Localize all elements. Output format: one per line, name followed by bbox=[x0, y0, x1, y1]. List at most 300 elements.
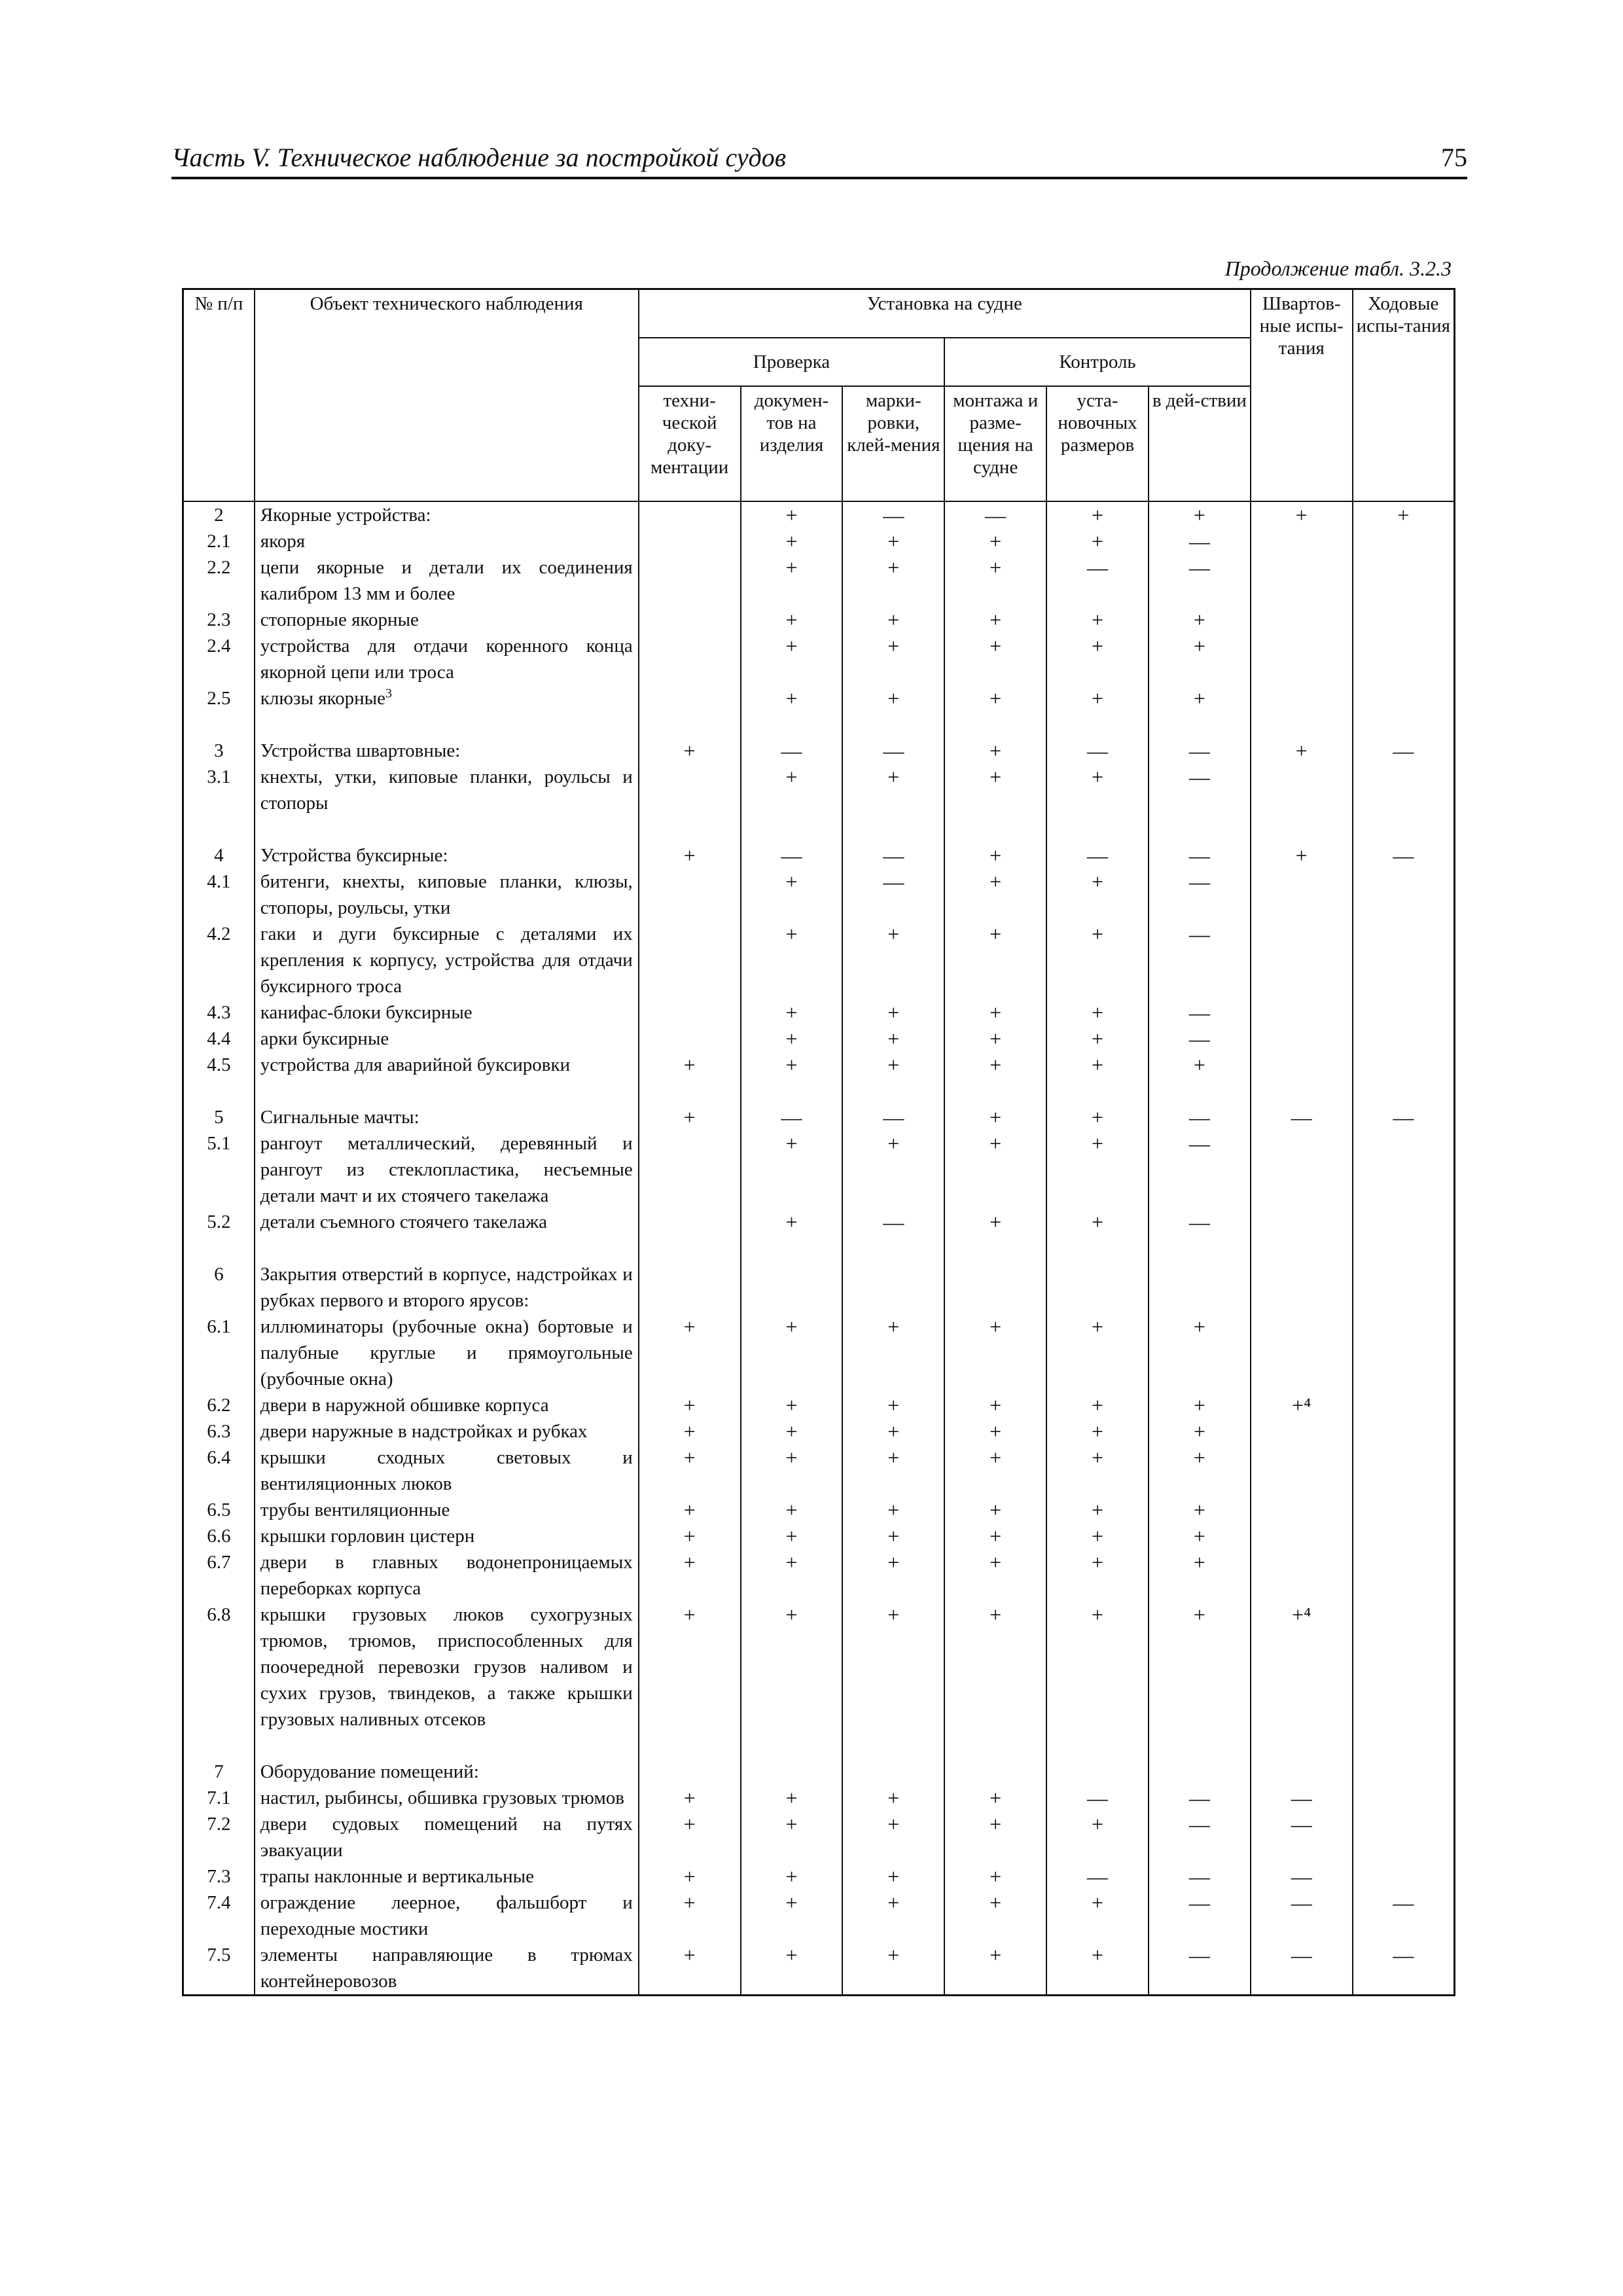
mark-cell bbox=[1251, 554, 1353, 607]
mark-cell bbox=[1353, 528, 1455, 554]
row-number: 7.1 bbox=[183, 1785, 255, 1811]
running-title: Часть V. Техническое наблюдение за постройкой судов bbox=[171, 143, 787, 172]
row-object-text: крышки грузовых люков сухогрузных трюмов, трюмов, приспособленных для поочередной перевозки грузов наливом и сухих грузов, твиндеков, а также крышки грузовых наливных отсеков bbox=[260, 1604, 633, 1730]
spacer-cell bbox=[1046, 711, 1149, 738]
mark-cell: + bbox=[1046, 1549, 1149, 1602]
mark-cell: — bbox=[1149, 999, 1251, 1026]
row-object bbox=[255, 1261, 639, 1314]
spacer-cell bbox=[183, 1732, 255, 1759]
header-tech-docs: техни-ческой доку-ментации bbox=[639, 386, 741, 501]
table-row bbox=[183, 999, 1455, 1026]
mark-cell: + bbox=[842, 1418, 944, 1444]
mark-cell: + bbox=[1046, 1052, 1149, 1078]
mark-cell: — bbox=[1149, 869, 1251, 921]
mark-cell: — bbox=[1251, 1785, 1353, 1811]
mark-cell: — bbox=[741, 1104, 843, 1130]
row-object-text: кнехты, утки, киповые планки, роульсы и стопоры bbox=[260, 766, 633, 814]
row-number: 2.1 bbox=[183, 528, 255, 554]
row-object-text: детали съемного стоячего такелажа bbox=[260, 1211, 548, 1232]
mark-cell: + bbox=[944, 1418, 1046, 1444]
mark-cell bbox=[1149, 1261, 1251, 1314]
mark-cell bbox=[1251, 1209, 1353, 1235]
mark-cell: + bbox=[741, 1523, 843, 1549]
row-number: 4.4 bbox=[183, 1026, 255, 1052]
mark-cell: + bbox=[741, 1130, 843, 1209]
mark-cell: + bbox=[1046, 1130, 1149, 1209]
header-mooring-tests: Швартов-ные испы-тания bbox=[1251, 289, 1353, 502]
row-object bbox=[255, 528, 639, 554]
mark-cell: + bbox=[741, 1026, 843, 1052]
table-row bbox=[183, 1942, 1455, 1996]
mark-cell: + bbox=[741, 501, 843, 528]
table-row bbox=[183, 1863, 1455, 1890]
mark-cell: + bbox=[1046, 1392, 1149, 1418]
spacer-cell bbox=[183, 1235, 255, 1261]
mark-cell: + bbox=[1046, 1811, 1149, 1863]
mark-cell: — bbox=[741, 738, 843, 764]
spacer-cell bbox=[741, 1732, 843, 1759]
table-row bbox=[183, 607, 1455, 633]
page-header bbox=[171, 137, 1467, 179]
page-number: 75 bbox=[1441, 143, 1467, 172]
table-row bbox=[183, 921, 1455, 999]
row-object bbox=[255, 1052, 639, 1078]
spacer-cell bbox=[1046, 1732, 1149, 1759]
row-object bbox=[255, 842, 639, 869]
mark-cell bbox=[1353, 685, 1455, 711]
spacer-cell bbox=[255, 711, 639, 738]
mark-cell bbox=[1251, 1444, 1353, 1497]
mark-cell bbox=[1251, 685, 1353, 711]
row-object-text: битенги, кнехты, киповые планки, клюзы, стопоры, роульсы, утки bbox=[260, 871, 633, 918]
header-object: Объект технического наблюдения bbox=[255, 289, 639, 502]
row-number: 6.5 bbox=[183, 1497, 255, 1523]
row-object-text: якоря bbox=[260, 531, 306, 552]
mark-cell: — bbox=[1353, 738, 1455, 764]
mark-cell bbox=[741, 1261, 843, 1314]
mark-cell: — bbox=[1046, 1785, 1149, 1811]
mark-cell: + bbox=[1251, 842, 1353, 869]
row-number: 6.6 bbox=[183, 1523, 255, 1549]
row-number: 7.2 bbox=[183, 1811, 255, 1863]
row-object bbox=[255, 501, 639, 528]
mark-cell: — bbox=[842, 501, 944, 528]
table-row bbox=[183, 501, 1455, 528]
spacer-cell bbox=[1149, 1235, 1251, 1261]
mark-cell: + bbox=[1046, 685, 1149, 711]
spacer-cell bbox=[639, 711, 741, 738]
mark-cell bbox=[1353, 1052, 1455, 1078]
row-object bbox=[255, 1942, 639, 1996]
spacer-cell bbox=[944, 1235, 1046, 1261]
mark-cell bbox=[1251, 869, 1353, 921]
mark-cell bbox=[639, 685, 741, 711]
mark-cell bbox=[1251, 999, 1353, 1026]
mark-cell: + bbox=[842, 999, 944, 1026]
mark-cell: — bbox=[1149, 1942, 1251, 1996]
row-object-text: Якорные устройства: bbox=[260, 505, 431, 526]
spacer-cell bbox=[1353, 1078, 1455, 1104]
row-object bbox=[255, 1026, 639, 1052]
spacer-cell bbox=[1046, 1235, 1149, 1261]
row-object bbox=[255, 1785, 639, 1811]
spacer-cell bbox=[944, 1732, 1046, 1759]
row-object-text: трапы наклонные и вертикальные bbox=[260, 1866, 534, 1887]
table-row bbox=[183, 842, 1455, 869]
spacer-cell bbox=[741, 711, 843, 738]
mark-cell bbox=[1251, 1026, 1353, 1052]
row-object-text: двери в главных водонепроницаемых переборках корпуса bbox=[260, 1552, 633, 1599]
spacer-cell bbox=[842, 711, 944, 738]
row-object-text: арки буксирные bbox=[260, 1028, 389, 1049]
spacer-cell bbox=[1149, 1732, 1251, 1759]
table-row bbox=[183, 1549, 1455, 1602]
mark-cell: — bbox=[1149, 842, 1251, 869]
row-object-text: Устройства швартовные: bbox=[260, 740, 461, 761]
mark-cell: + bbox=[944, 1130, 1046, 1209]
mark-cell: + bbox=[639, 1549, 741, 1602]
mark-cell: + bbox=[842, 764, 944, 816]
mark-cell: — bbox=[842, 842, 944, 869]
mark-cell: — bbox=[1149, 738, 1251, 764]
spacer-cell bbox=[741, 816, 843, 842]
spacer-cell bbox=[1251, 1078, 1353, 1104]
row-object bbox=[255, 869, 639, 921]
row-object-text: цепи якорные и детали их соединения калибром 13 мм и более bbox=[260, 557, 633, 604]
mark-cell: + bbox=[944, 764, 1046, 816]
row-number: 4.1 bbox=[183, 869, 255, 921]
mark-cell bbox=[944, 1759, 1046, 1785]
mark-cell: + bbox=[639, 1942, 741, 1996]
spacer-cell bbox=[1353, 1732, 1455, 1759]
spacer-cell bbox=[639, 1078, 741, 1104]
mark-cell: + bbox=[842, 1052, 944, 1078]
mark-cell: — bbox=[1149, 1130, 1251, 1209]
spacer-cell bbox=[1353, 816, 1455, 842]
mark-cell bbox=[1353, 764, 1455, 816]
mark-cell: — bbox=[1353, 842, 1455, 869]
mark-cell: + bbox=[741, 764, 843, 816]
row-object-text: элементы направляющие в трюмах контейнеровозов bbox=[260, 1945, 633, 1992]
row-object-text: канифас-блоки буксирные bbox=[260, 1002, 473, 1023]
mark-cell bbox=[1251, 1759, 1353, 1785]
row-object bbox=[255, 999, 639, 1026]
mark-cell: + bbox=[639, 1444, 741, 1497]
spacer-cell bbox=[1353, 1235, 1455, 1261]
mark-cell bbox=[1251, 528, 1353, 554]
mark-cell bbox=[639, 633, 741, 685]
mark-cell bbox=[1251, 921, 1353, 999]
mark-cell: + bbox=[944, 1549, 1046, 1602]
mark-cell bbox=[639, 501, 741, 528]
mark-cell bbox=[1353, 1759, 1455, 1785]
spacer-cell bbox=[944, 816, 1046, 842]
spacer-cell bbox=[944, 711, 1046, 738]
mark-cell: — bbox=[1149, 554, 1251, 607]
table-row bbox=[183, 554, 1455, 607]
row-object bbox=[255, 1523, 639, 1549]
mark-cell bbox=[639, 999, 741, 1026]
mark-cell: + bbox=[741, 1602, 843, 1732]
mark-cell: + bbox=[944, 869, 1046, 921]
mark-cell: + bbox=[741, 1418, 843, 1444]
mark-cell: + bbox=[1149, 633, 1251, 685]
mark-cell bbox=[842, 1261, 944, 1314]
table-row bbox=[183, 1418, 1455, 1444]
table-row bbox=[183, 1602, 1455, 1732]
mark-cell: + bbox=[1149, 1418, 1251, 1444]
mark-cell: + bbox=[842, 1942, 944, 1996]
mark-cell: + bbox=[639, 842, 741, 869]
table-body bbox=[183, 501, 1455, 1996]
mark-cell: + bbox=[1149, 685, 1251, 711]
mark-cell: + bbox=[1046, 1890, 1149, 1942]
header-in-action: в дей-ствии bbox=[1149, 386, 1251, 501]
table-row bbox=[183, 1523, 1455, 1549]
mark-cell: + bbox=[944, 1602, 1046, 1732]
mark-cell bbox=[1353, 921, 1455, 999]
mark-cell bbox=[1251, 1523, 1353, 1549]
mark-cell: + bbox=[1046, 999, 1149, 1026]
mark-cell: + bbox=[741, 607, 843, 633]
mark-cell: + bbox=[944, 685, 1046, 711]
mark-cell bbox=[1251, 1052, 1353, 1078]
mark-cell: + bbox=[1046, 764, 1149, 816]
mark-cell bbox=[1353, 1811, 1455, 1863]
mark-cell bbox=[639, 764, 741, 816]
mark-cell bbox=[1353, 1314, 1455, 1392]
mark-cell bbox=[1353, 1444, 1455, 1497]
mark-cell: — bbox=[1149, 921, 1251, 999]
spacer-cell bbox=[1046, 1078, 1149, 1104]
mark-cell: + bbox=[842, 1444, 944, 1497]
mark-cell: + bbox=[944, 1942, 1046, 1996]
mark-cell bbox=[639, 869, 741, 921]
row-object bbox=[255, 764, 639, 816]
mark-cell: — bbox=[842, 869, 944, 921]
mark-cell: + bbox=[944, 1209, 1046, 1235]
row-object-text: Закрытия отверстий в корпусе, надстройках и рубках первого и второго ярусов: bbox=[260, 1264, 633, 1311]
mark-cell: — bbox=[1149, 764, 1251, 816]
row-object-text: стопорные якорные bbox=[260, 609, 419, 630]
header-install-dims: уста-новочных размеров bbox=[1046, 386, 1149, 501]
row-object bbox=[255, 1444, 639, 1497]
mark-cell: + bbox=[1149, 1549, 1251, 1602]
mark-cell bbox=[639, 607, 741, 633]
table-spacer-row bbox=[183, 1078, 1455, 1104]
row-object bbox=[255, 1549, 639, 1602]
mark-cell bbox=[639, 1026, 741, 1052]
mark-cell: + bbox=[1046, 501, 1149, 528]
table-row bbox=[183, 1314, 1455, 1392]
mark-cell: + bbox=[944, 1444, 1046, 1497]
mark-cell: + bbox=[1046, 1444, 1149, 1497]
header-mounting: монтажа и разме-щения на судне bbox=[944, 386, 1046, 501]
row-number: 4.2 bbox=[183, 921, 255, 999]
mark-cell: — bbox=[1149, 1785, 1251, 1811]
mark-cell: + bbox=[741, 528, 843, 554]
mark-cell: — bbox=[1353, 1104, 1455, 1130]
spacer-cell bbox=[944, 1078, 1046, 1104]
mark-cell: + bbox=[944, 1863, 1046, 1890]
mark-cell bbox=[741, 1759, 843, 1785]
row-object-text: Сигнальные мачты: bbox=[260, 1107, 419, 1128]
mark-cell bbox=[1046, 1759, 1149, 1785]
row-object bbox=[255, 1314, 639, 1392]
mark-cell bbox=[944, 1261, 1046, 1314]
mark-cell: + bbox=[639, 1392, 741, 1418]
spacer-cell bbox=[1149, 816, 1251, 842]
mark-cell: — bbox=[1251, 1863, 1353, 1890]
row-object bbox=[255, 685, 639, 711]
spacer-cell bbox=[1251, 1235, 1353, 1261]
mark-cell: + bbox=[741, 1549, 843, 1602]
mark-cell bbox=[1251, 1130, 1353, 1209]
row-object bbox=[255, 1497, 639, 1523]
mark-cell: + bbox=[741, 1863, 843, 1890]
mark-cell: + bbox=[1046, 1497, 1149, 1523]
spacer-cell bbox=[255, 1235, 639, 1261]
row-object bbox=[255, 1602, 639, 1732]
mark-cell bbox=[1353, 1026, 1455, 1052]
table-spacer-row bbox=[183, 816, 1455, 842]
mark-cell: + bbox=[944, 1314, 1046, 1392]
row-number: 7.3 bbox=[183, 1863, 255, 1890]
mark-cell bbox=[1353, 1549, 1455, 1602]
mark-cell: + bbox=[842, 1549, 944, 1602]
mark-cell: — bbox=[842, 1209, 944, 1235]
table-continuation-label: Продолжение табл. 3.2.3 bbox=[1224, 257, 1452, 280]
mark-cell: + bbox=[1149, 1392, 1251, 1418]
mark-cell: + bbox=[842, 921, 944, 999]
table-row bbox=[183, 764, 1455, 816]
mark-cell bbox=[639, 554, 741, 607]
row-number: 5.1 bbox=[183, 1130, 255, 1209]
mark-cell: + bbox=[741, 1890, 843, 1942]
spacer-cell bbox=[639, 1235, 741, 1261]
mark-cell: — bbox=[944, 501, 1046, 528]
mark-cell bbox=[639, 1261, 741, 1314]
row-number: 3.1 bbox=[183, 764, 255, 816]
mark-cell: — bbox=[1251, 1942, 1353, 1996]
header-control: Контроль bbox=[944, 338, 1251, 386]
mark-cell: + bbox=[842, 1602, 944, 1732]
table-row bbox=[183, 1261, 1455, 1314]
mark-cell: + bbox=[741, 999, 843, 1026]
table-row bbox=[183, 1209, 1455, 1235]
mark-cell bbox=[1251, 1497, 1353, 1523]
row-number: 2 bbox=[183, 501, 255, 528]
row-number: 5.2 bbox=[183, 1209, 255, 1235]
mark-cell bbox=[639, 921, 741, 999]
row-object-text: иллюминаторы (рубочные окна) бортовые и палубные круглые и прямоугольные (рубочные окна) bbox=[260, 1316, 633, 1390]
row-object-text: гаки и дуги буксирные с деталями их крепления к корпусу, устройства для отдачи буксирного троса bbox=[260, 924, 633, 997]
mark-cell: — bbox=[1353, 1890, 1455, 1942]
mark-cell bbox=[842, 1759, 944, 1785]
table-row bbox=[183, 1130, 1455, 1209]
row-object bbox=[255, 1811, 639, 1863]
mark-cell: + bbox=[741, 1444, 843, 1497]
row-number: 7 bbox=[183, 1759, 255, 1785]
spacer-cell bbox=[183, 1078, 255, 1104]
row-number: 6.8 bbox=[183, 1602, 255, 1732]
row-object bbox=[255, 738, 639, 764]
row-object-text: двери в наружной обшивке корпуса bbox=[260, 1395, 549, 1416]
mark-cell bbox=[1353, 633, 1455, 685]
mark-cell: — bbox=[1251, 1890, 1353, 1942]
row-object bbox=[255, 1418, 639, 1444]
header-install: Установка на судне bbox=[639, 289, 1251, 338]
spacer-cell bbox=[1046, 816, 1149, 842]
mark-cell: + bbox=[639, 1418, 741, 1444]
table-row bbox=[183, 869, 1455, 921]
mark-cell: + bbox=[944, 1392, 1046, 1418]
spacer-cell bbox=[183, 711, 255, 738]
mark-cell: + bbox=[741, 1811, 843, 1863]
row-object bbox=[255, 554, 639, 607]
row-object bbox=[255, 1104, 639, 1130]
row-number: 6.4 bbox=[183, 1444, 255, 1497]
spacer-cell bbox=[1353, 711, 1455, 738]
footnote-mark: 3 bbox=[385, 686, 393, 701]
mark-cell: + bbox=[639, 1863, 741, 1890]
mark-cell: + bbox=[1046, 1314, 1149, 1392]
mark-cell bbox=[1353, 607, 1455, 633]
mark-cell: + bbox=[944, 1890, 1046, 1942]
mark-cell: + bbox=[842, 1890, 944, 1942]
mark-cell: + bbox=[944, 607, 1046, 633]
mark-cell: — bbox=[1149, 1104, 1251, 1130]
mark-cell bbox=[1251, 764, 1353, 816]
mark-cell: + bbox=[1046, 1523, 1149, 1549]
mark-cell: + bbox=[944, 1052, 1046, 1078]
mark-cell: + bbox=[741, 633, 843, 685]
mark-cell: + bbox=[944, 633, 1046, 685]
mark-cell: + bbox=[1149, 1523, 1251, 1549]
mark-cell: + bbox=[842, 554, 944, 607]
mark-cell: — bbox=[1149, 528, 1251, 554]
mark-cell bbox=[639, 528, 741, 554]
requirements-table bbox=[182, 288, 1455, 1996]
row-object bbox=[255, 1890, 639, 1942]
spacer-cell bbox=[842, 1235, 944, 1261]
row-object-text: крышки сходных световых и вентиляционных люков bbox=[260, 1447, 633, 1494]
mark-cell: + bbox=[741, 1052, 843, 1078]
mark-cell bbox=[1251, 1549, 1353, 1602]
mark-cell: — bbox=[1046, 1863, 1149, 1890]
mark-cell: + bbox=[1149, 501, 1251, 528]
mark-cell: + bbox=[842, 1785, 944, 1811]
mark-cell: +⁴ bbox=[1251, 1392, 1353, 1418]
mark-cell bbox=[1353, 999, 1455, 1026]
mark-cell: + bbox=[741, 1209, 843, 1235]
mark-cell: + bbox=[1251, 738, 1353, 764]
mark-cell: + bbox=[1046, 528, 1149, 554]
table-row bbox=[183, 1890, 1455, 1942]
row-number: 4.5 bbox=[183, 1052, 255, 1078]
row-number: 6 bbox=[183, 1261, 255, 1314]
mark-cell: + bbox=[639, 1785, 741, 1811]
spacer-cell bbox=[741, 1235, 843, 1261]
table-row bbox=[183, 685, 1455, 711]
row-object-text: рангоут металлический, деревянный и рангоут из стеклопластика, несъемные детали мачт и их стоячего такелажа bbox=[260, 1133, 633, 1206]
row-object-text: двери наружные в надстройках и рубках bbox=[260, 1421, 588, 1442]
spacer-cell bbox=[741, 1078, 843, 1104]
mark-cell: — bbox=[1251, 1104, 1353, 1130]
spacer-cell bbox=[255, 1732, 639, 1759]
row-object-text: устройства для аварийной буксировки bbox=[260, 1054, 571, 1075]
mark-cell: + bbox=[842, 1811, 944, 1863]
